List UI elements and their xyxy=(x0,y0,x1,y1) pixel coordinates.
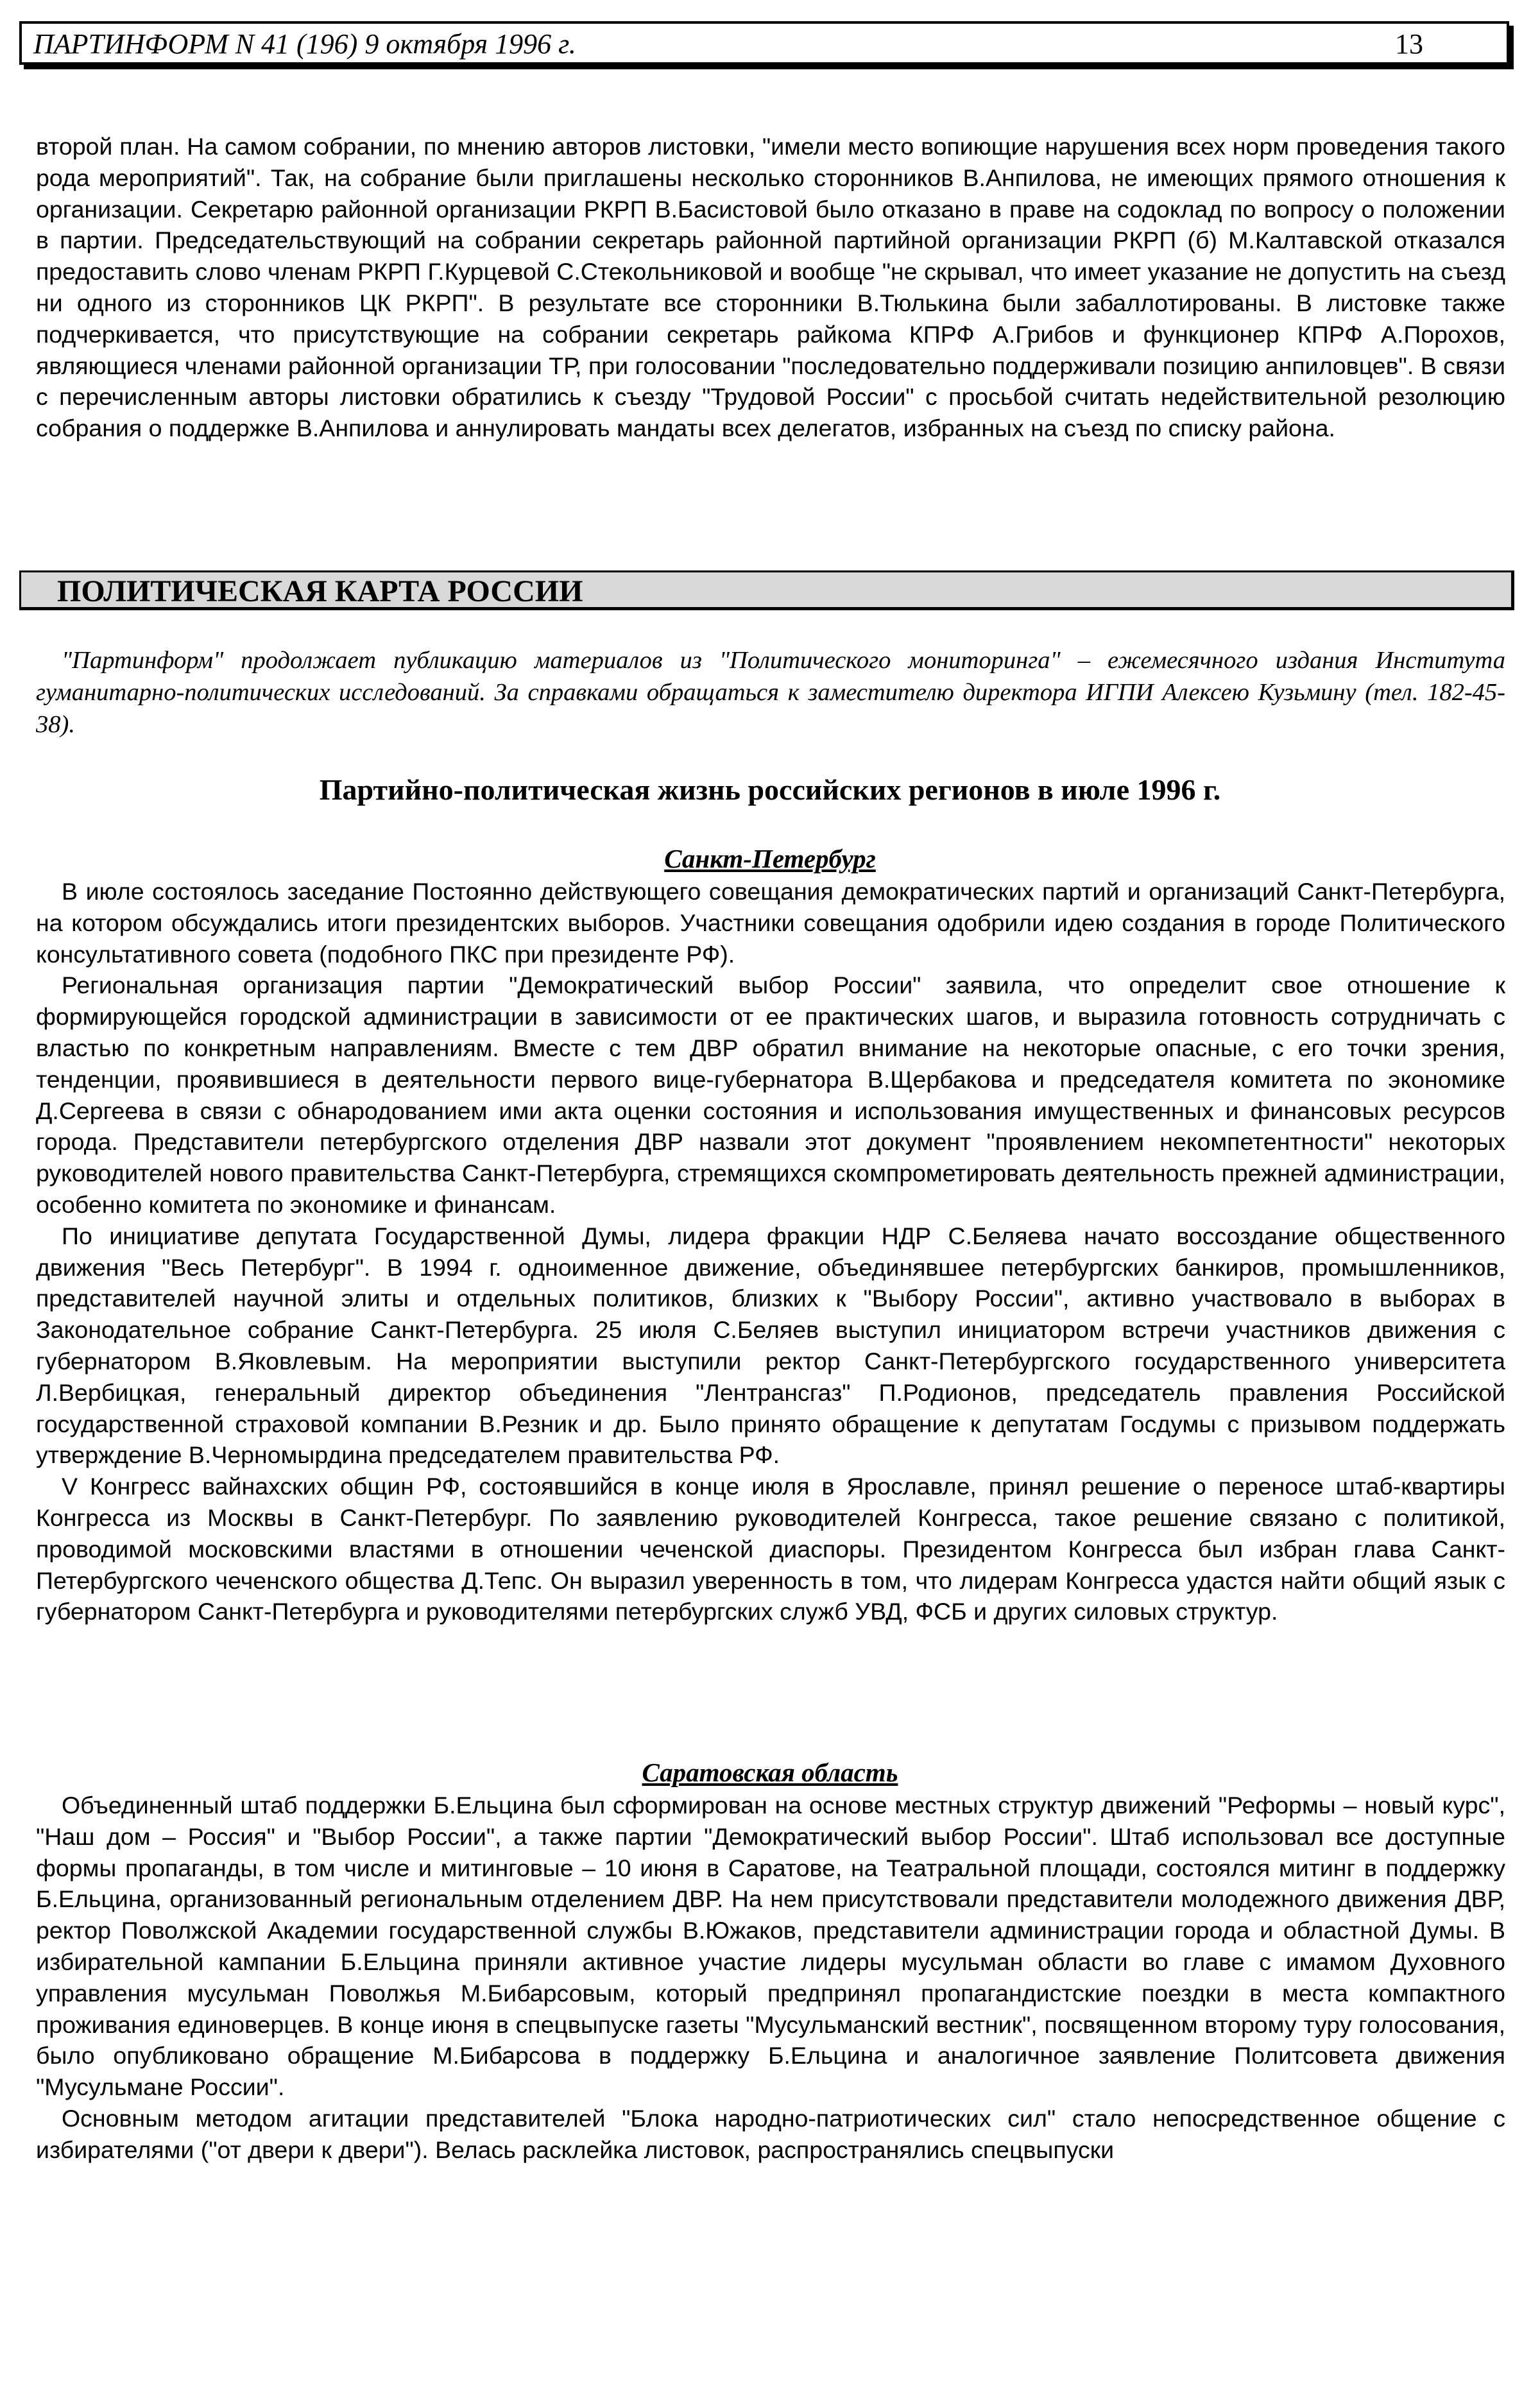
page-number: 13 xyxy=(1395,28,1423,60)
paragraph: второй план. На самом собрании, по мнению авторов листовки, "имели место вопиющие нарушения всех норм проведения такого рода мероприятий". Так, на собрание были приглашены несколько сторонников В.Анпилова, не имеющих прямого отношения к организации. Секретарю районной организации РКРП В.Басистовой было отказано в праве на содоклад по вопросу о положении в партии. Председательствующий на собрании секретарь районной партийной организации РКРП (б) М.Калтавской отказался предоставить слово членам РКРП Г.Курцевой С.Стекольниковой и вообще "не скрывал, что имеет указание не допустить на съезд ни одного из сторонников ЦК РКРП". В результате все сторонники В.Тюлькина были забаллотированы. В листовке также подчеркивается, что присутствующие на собрании секретарь райкома КПРФ А.Грибов и функционер КПРФ А.Порохов, являющиеся членами районной организации ТР, при голосовании "последовательно поддерживали позицию анпиловцев". В связи с перечисленным авторы листовки обратились к съезду "Трудовой России" с просьбой считать недействительной резолюцию собрания о поддержке В.Анпилова и аннулировать мандаты всех делегатов, избранных на съезд по списку района. xyxy=(36,133,1505,442)
paragraph: По инициативе депутата Государственной Думы, лидера фракции НДР С.Беляева начато воссоздание общественного движения "Весь Петербург". В 1994 г. одноименное движение, объединявшее петербургских банкиров, промышленников, представителей научной элиты и отдельных политиков, близких к "Выбору России", активно участвовало в выборах в Законодательное собрание Санкт-Петербурга. 25 июля С.Беляев выступил инициатором встречи участников движения с губернатором В.Яковлевым. На мероприятии выступили ректор Санкт-Петербургского государственного университета Л.Вербицкая, генеральный директор объединения "Лентрансгаз" П.Родионов, председатель правления Российской государственной страховой компании В.Резник и др. Было принято обращение к депутатам Госдумы с призывом поддержать утверждение В.Черномырдина председателем правительства РФ. xyxy=(36,1222,1505,1469)
continued-article-text xyxy=(36,131,1505,444)
section-heading-bar xyxy=(19,570,1514,610)
region-title-spb: Санкт-Петербург xyxy=(664,844,876,873)
paragraph: V Конгресс вайнахских общин РФ, состоявшийся в конце июля в Ярославле, принял решение о переносе штаб-квартиры Конгресса из Москвы в Санкт-Петербург. По заявлению руководителей Конгресса, такое решение связано с политикой, проводимой московскими властями в отношении чеченской диаспоры. Президентом Конгресса был избран глава Санкт-Петербургского чеченского общества Д.Тепс. Он выразил уверенность в том, что лидерам Конгресса удастся найти общий язык с губернатором Санкт-Петербурга и руководителями петербургских служб УВД, ФСБ и других силовых структур. xyxy=(36,1473,1505,1625)
section-title: ПОЛИТИЧЕСКАЯ КАРТА РОССИИ xyxy=(57,574,583,608)
paragraph: Объединенный штаб поддержки Б.Ельцина был сформирован на основе местных структур движений "Реформы – новый курс", "Наш дом – Россия" и "Выбор России", а также партии "Демократический выбор России". Штаб использовал все доступные формы пропаганды, в том числе и митинговые – 10 июня в Саратове, на Театральной площади, состоялся митинг в поддержку Б.Ельцина, организованный региональным отделением ДВР. На нем присутствовали представители молодежного движения ДВР, ректор Поволжской Академии государственной службы В.Южаков, представители администрации города и областной Думы. В избирательной кампании Б.Ельцина приняли активное участие лидеры мусульман области во главе с имамом Духовного управления мусульман Поволжья М.Бибарсовым, который предпринял пропагандистские поездки в места компактного проживания единоверцев. В конце июня в спецвыпуске газеты "Мусульманский вестник", посвященном второму туру голосования, было опубликовано обращение М.Бибарсова в поддержку Б.Ельцина и аналогичное заявление Политсовета движения "Мусульмане России". xyxy=(36,1792,1505,2101)
region-title-saratov: Саратовская область xyxy=(642,1758,898,1787)
article-title: Партийно-политическая жизнь российских регионов в июле 1996 г. xyxy=(319,773,1221,806)
page-header xyxy=(19,21,1509,65)
region-text-spb xyxy=(36,876,1505,1627)
paragraph: Основным методом агитации представителей "Блока народно-патриотических сил" стало непосредственное общение с избирателями ("от двери к двери"). Велась расклейка листовок, распространялись спецвыпуски xyxy=(36,2104,1505,2163)
region-text-saratov xyxy=(36,1790,1505,2166)
paragraph: В июле состоялось заседание Постоянно действующего совещания демократических партий и организаций Санкт-Петербурга, на котором обсуждались итоги президентских выборов. Участники совещания одобрили идею создания в городе Политического консультативного совета (подобного ПКС при президенте РФ). xyxy=(36,878,1505,968)
publication-title: ПАРТИНФОРМ N 41 (196) 9 октября 1996 г. xyxy=(33,28,576,60)
paragraph: Региональная организация партии "Демократический выбор России" заявила, что определит свое отношение к формирующейся городской администрации в зависимости от ее практических шагов, и выразила готовность сотрудничать с властью по конкретным направлениям. Вместе с тем ДВР обратил внимание на некоторые опасные, с его точки зрения, тенденции, проявившиеся в деятельности первого вице-губернатора В.Щербакова и председателя комитета по экономике Д.Сергеева в связи с обнародованием ими акта оценки состояния и использования имущественных и финансовых ресурсов города. Представители петербургского отделения ДВР назвали этот документ "проявлением некомпетентности" некоторых руководителей нового правительства Санкт-Петербурга, стремящихся скомпрометировать деятельность прежней администрации, особенно комитета по экономике и финансам. xyxy=(36,972,1505,1218)
section-intro xyxy=(36,644,1505,741)
intro-paragraph: "Партинформ" продолжает публикацию материалов из "Политического мониторинга" – ежемесячного издания Института гуманитарно-политических исследований. За справками обращаться к заместителю директора ИГПИ Алексею Кузьмину (тел. 182-45-38). xyxy=(36,647,1505,738)
